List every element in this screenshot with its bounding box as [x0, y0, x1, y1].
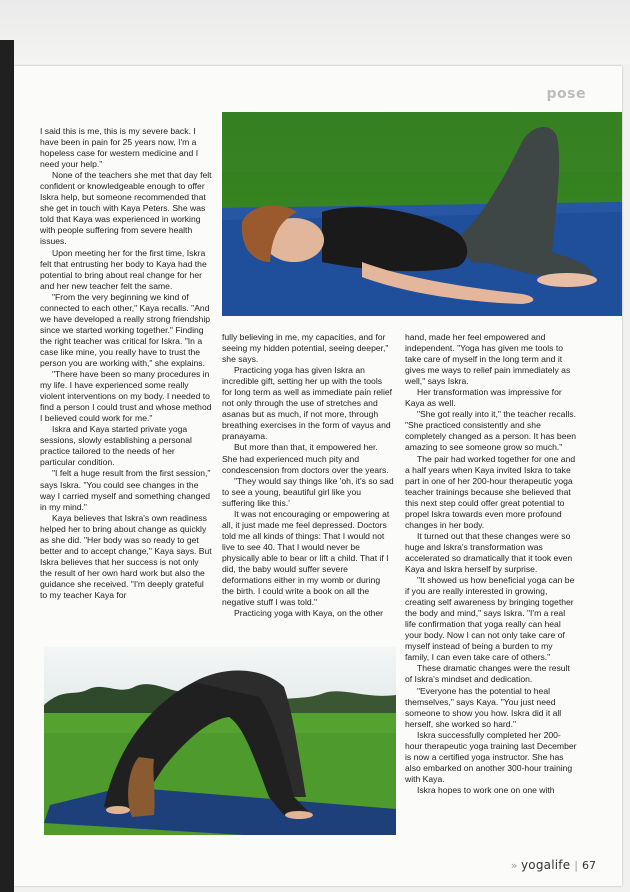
paragraph: "From the very beginning we kind of connected to each other," Kaya recalls. "And we have developed a really strong friendship since we started working together." Finding the right teacher was critical for Iskra. "In a case like mine, you really have to trust the person you are working with," she explains. [40, 291, 211, 368]
book-spine-shadow [0, 40, 14, 892]
column-1 [40, 126, 212, 601]
paragraph: Upon meeting her for the first time, Iskra felt that entrusting her body to Kaya had the potential to bring about real change for her and her new teacher felt the same. [40, 247, 207, 291]
paragraph: It was not encouraging or empowering at all, it just made me feel depressed. Doctors told me all kinds of things: That I would not live to see 40. That I would never be physically able to bear or lift a child. That if I did, the baby would suffer severe deformations either in my womb or during the birth. I could write a book on all the negative stuff I was told." [222, 508, 390, 608]
scan-background [0, 0, 630, 64]
paragraph: Iskra hopes to work one on one with [417, 784, 555, 795]
photo-wheel-pose [44, 647, 396, 835]
paragraph: "Everyone has the potential to heal themselves," says Kaya. "You just need someone to show you how. Iskra did it all herself, she worked so hard." [405, 685, 562, 729]
paragraph: These dramatic changes were the result of Iskra's mindset and dedication. [405, 663, 570, 685]
paragraph: "They would say things like 'oh, it's so sad to see a young, beautiful girl like you suffering like this.' [222, 475, 394, 508]
continue-mark: » [510, 859, 518, 872]
photo-supine-pose [222, 112, 622, 316]
column-2 [222, 332, 394, 619]
paragraph: Practicing yoga has given Iskra an incredible gift, setting her up with the tools for long term as well as immediate pain relief not only through the use of stretches and asanas but as much, if not more, through breathing exercises in the form of vayus and pranayama. [222, 365, 393, 442]
column-3 [405, 332, 577, 796]
paragraph: The pair had worked together for one and a half years when Kaya invited Iskra to take part in one of her 200-hour therapeutic yoga teacher trainings because she believed that this next step could offer great potential to propel Iskra towards even more profound changes in her body. [405, 453, 576, 530]
paragraph: fully believing in me, my capacities, and for seeing my hidden potential, seeing deeper," she says. [222, 332, 389, 365]
supine-pose-illustration [222, 112, 622, 316]
page-footer [511, 858, 596, 872]
section-label: pose [546, 86, 586, 102]
paragraph: But more than that, it empowered her. She had experienced much pity and condescension from doctors over the years. [222, 442, 389, 475]
paragraph: "I felt a huge result from the first session," says Iskra. "You could see changes in the way I carried myself and something changed in my mind." [40, 468, 211, 512]
page-number: 67 [582, 859, 596, 872]
paragraph: hand, made her feel empowered and independent. "Yoga has given me tools to take care of myself in the long term and it gives me ways to relief pain immediately as well," says Iskra. [405, 332, 571, 387]
footer-separator: | [574, 859, 578, 872]
paragraph: None of the teachers she met that day felt confident or knowledgeable enough to offer Iskra help, but someone recommended that she get in touch with Kaya Peters. She was told that Kaya was experienced in working with people suffering from severe health issues. [40, 170, 212, 247]
paragraph: "There have been so many procedures in my life. I have experienced some really violent interventions on my body. I needed to find a person I could trust and whose method I believed could work for me." [40, 369, 212, 424]
wheel-pose-illustration [44, 647, 396, 835]
paragraph: Iskra successfully completed her 200-hour therapeutic yoga training last December is now a certified yoga instructor. She has also embarked on another 300-hour training with Kaya. [405, 729, 577, 784]
paragraph: "She got really into it," the teacher recalls. "She practiced consistently and she completely changed as a person. It has been amazing to see someone grow so much." [405, 409, 577, 453]
paragraph: "It showed us how beneficial yoga can be if you are really interested in growing, creating self awareness by bringing together the body and mind," says Iskra. "I'm a real life confirmation that yoga really can heal your body. Now I can not only take care of myself instead of being a burden to my family, I can even take care of others." [405, 575, 575, 663]
paragraph: Her transformation was impressive for Kaya as well. [405, 387, 562, 409]
magazine-name: yogalife [520, 858, 571, 872]
paragraph: It turned out that these changes were so huge and Iskra's transformation was accelerated so dramatically that it took even Kaya and Iskra herself by surprise. [405, 530, 573, 574]
paragraph: Iskra and Kaya started private yoga sessions, slowly establishing a personal practice tailored to the needs of her particular condition. [40, 424, 192, 468]
paragraph: Kaya believes that Iskra's own readiness helped her to bring about change as quickly as she did. "Her body was so ready to get better and to accept change," Kaya says. But Iskra believes that her success is not only the result of her own hard work but also the guidance she received. "I'm deeply grateful to my teacher Kaya for [40, 512, 212, 600]
paragraph: Practicing yoga with Kaya, on the other [234, 608, 384, 619]
paragraph: I said this is me, this is my severe back. I have been in pain for 25 years now, I'm a hopeless case for western medicine and I need your help." [40, 126, 199, 170]
